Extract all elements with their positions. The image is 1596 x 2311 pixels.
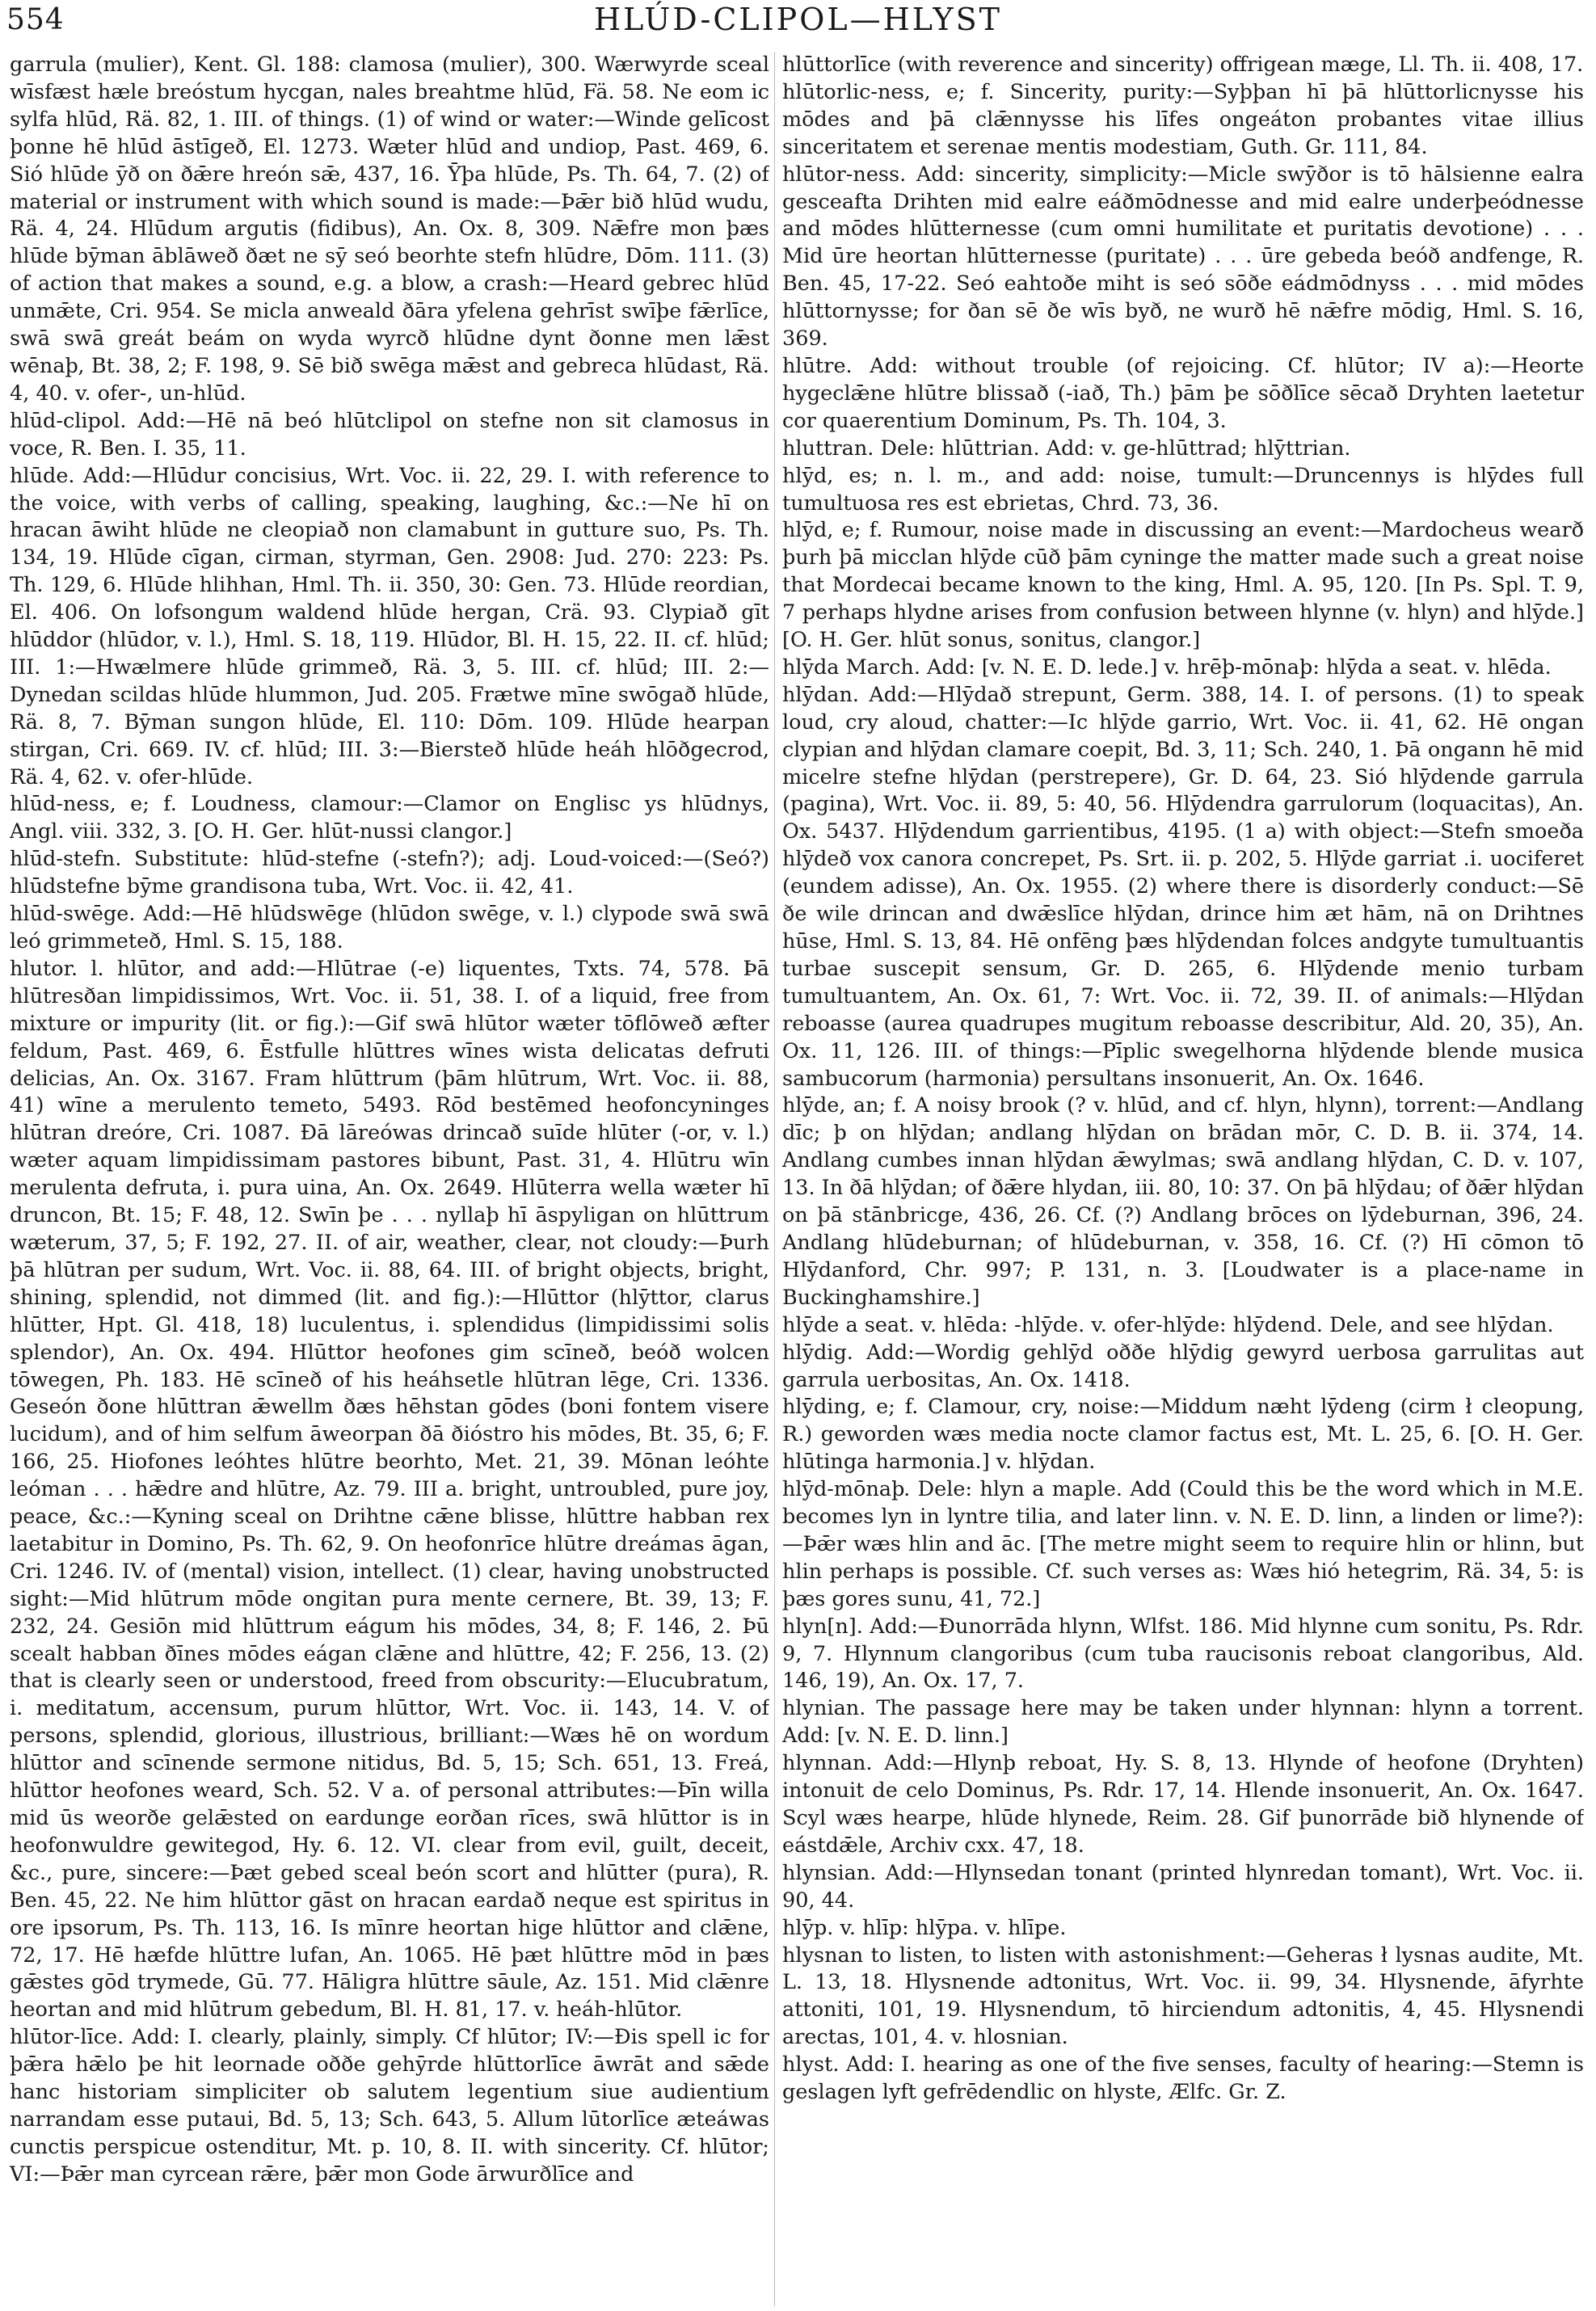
column-divider <box>774 52 775 2306</box>
entry: hlūde. Add:—Hlūdur concisius, Wrt. Voc. ii. 22, 29. I. with reference to the voice, with verbs of calling, speaking, laughing, &c.:—Ne hī on hracan āwiht hlūde ne cleopiað non clamabunt in gutture suo, Ps. Th. 134, 19. Hlūde cīgan, cirman, styrman, Gen. 2908: Jud. 270: 223: Ps. Th. 129, 6. Hlūde hlihhan, Hml. Th. ii. 350, 30: Gen. 73. Hlūde reordian, El. 406. On lofsongum waldend hlūde hergan, Crä. 93. Clypiað gīt hlūddor (hlūdor, v. l.), Hml. S. 18, 119. Hlūdor, Bl. H. 15, 22. II. cf. hlūd; III. 1:—Hwælmere hlūde grimmeð, Rä. 3, 5. III. cf. hlūd; III. 2:—Dynedan scildas hlūde hlummon, Jud. 205. Frætwe mīne swōgað hlūde, Rä. 8, 7. Bȳman sungon hlūde, El. 110: Dōm. 109. Hlūde hearpan stirgan, Cri. 669. IV. cf. hlūd; III. 3:—Biersteð hlūde heáh hlōðgecrod, Rä. 4, 62. v. ofer-hlūde. <box>10 463 769 789</box>
entry: hlȳde a seat. v. hlēda: -hlȳde. v. ofer-hlȳde: hlȳdend. Dele, and see hlȳdan. <box>782 1312 1554 1337</box>
entry: hlȳde, an; f. A noisy brook (? v. hlūd, and cf. hlyn, hlynn), torrent:—Andlang dīc; þ on hlȳdan; andlang hlȳdan on brādan mōr, C. D. B. ii. 374, 14. Andlang cumbes innan hlȳdan ǣwylmas; swā andlang hlȳdan, C. D. v. 107, 13. In ðā hlȳdan; of ðǣre hlydan, iii. 80, 10: 37. On þā hlȳdau; of ðǣr hlȳdan on þā stānbricge, 436, 26. Cf. (?) Andlang brōces on lȳdeburnan, 396, 24. Andlang hlūdeburnan; of hlūdeburnan, v. 358, 16. Cf. (?) Hī cōmon tō Hlȳdanford, Chr. 997; P. 131, n. 3. [Loudwater is a place-name in Buckinghamshire.] <box>782 1093 1584 1310</box>
entry: hlynnan. Add:—Hlynþ reboat, Hy. S. 8, 13. Hlynde of heofone (Dryhten) intonuit de celo Dominus, Ps. Rdr. 17, 14. Hlende insonuerit, An. Ox. 1647. Scyl wæs hearpe, hlūde hlynede, Reim. 28. Gif þunorrāde bið hlynende of eástdǣle, Archiv cxx. 47, 18. <box>782 1751 1584 1858</box>
left-column <box>10 52 769 2306</box>
entry: hlȳd-mōnaþ. Dele: hlyn a maple. Add (Could this be the word which in M.E. becomes lyn in lyntre tilia, and later linn. v. N. E. D. linn, a linden or lime?):—Þǣr wæs hlin and āc. [The metre might seem to require hlin or hlinn, but hlin perhaps is possible. Cf. such verses as: Wæs hió hetegrim, Rä. 34, 5: is þæs gores sunu, 41, 72.] <box>782 1477 1584 1611</box>
entry: hlūttorlīce (with reverence and sincerity) offrigean mæge, Ll. Th. ii. 408, 17. <box>782 53 1584 77</box>
entry: hlūtre. Add: without trouble (of rejoicing. Cf. hlūtor; IV a):—Heorte hygeclǣne hlūtre blissað (-iað, Th.) þām þe sōðlīce sēcað Dryhten laetetur cor quaerentium Dominum, Ps. Th. 104, 3. <box>782 353 1584 433</box>
right-column <box>782 52 1584 2306</box>
entry: hlūd-swēge. Add:—Hē hlūdswēge (hlūdon swēge, v. l.) clypode swā swā leó grimmeteð, Hml. S. 15, 188. <box>10 902 769 953</box>
entry: hlȳp. v. hlīp: hlȳpa. v. hlīpe. <box>782 1915 1067 1940</box>
entry: hlyst. Add: I. hearing as one of the five senses, faculty of hearing:—Stemn is geslagen lyft gefrēdendlic on hlyste, Ælfc. Gr. Z. <box>782 2052 1584 2105</box>
page-header <box>0 0 1596 48</box>
entry: hlȳding, e; f. Clamour, cry, noise:—Middum næht lȳdeng (cirm ł cleopung, R.) geworden wæs media nocte clamor factus est, Mt. L. 25, 6. [O. H. Ger. hlūtinga harmonia.] v. hlȳdan. <box>782 1395 1584 1475</box>
entry: hlūtor-ness. Add: sincerity, simplicity:—Micle swȳðor is tō hālsienne ealra gesceafta Drihten mid ealre eáðmōdnesse and mid ealre underþeódnesse and mōdes hlūtternesse (cum omni humilitate et puritatis devotione) . . . Mid ūre heortan hlūtternesse (puritate) . . . ūre gebeda beóð andfenge, R. Ben. 45, 17-22. Seó eahtoðe miht is seó sōðe eádmōdnyss . . . mid mōdes hlūttornysse; for ðan sē ðe wīs byð, ne wurð hē nǣfre mōdig, Hml. S. 16, 369. <box>782 162 1584 351</box>
entry: hlȳd, es; n. l. m., and add: noise, tumult:—Druncennys is hlȳdes full tumultuosa res est ebrietas, Chrd. 73, 36. <box>782 463 1584 516</box>
entry: hlūd-stefn. Substitute: hlūd-stefne (-stefn?); adj. Loud-voiced:—(Seó?) hlūdstefne bȳme grandisona tuba, Wrt. Voc. ii. 42, 41. <box>10 847 769 899</box>
page-number: 554 <box>6 3 65 36</box>
entry: hlūd-clipol. Add:—Hē nā beó hlūtclipol on stefne non sit clamosus in voce, R. Ben. I. 35, 11. <box>10 408 769 461</box>
entry: hluttran. Dele: hlūttrian. Add: v. ge-hlūttrad; hlȳttrian. <box>782 436 1351 461</box>
entry: hlȳd, e; f. Rumour, noise made in discussing an event:—Mardocheus wearð þurh þā micclan hlȳde cūð þām cyninge the matter made such a great noise that Mordecai became known to the king, Hml. A. 95, 120. [In Ps. Spl. T. 9, 7 perhaps hlydne arises from confusion between hlynne (v. hlyn) and hlȳde.] [O. H. Ger. hlūt sonus, sonitus, clangor.] <box>782 518 1584 653</box>
running-head: HLÚD-CLIPOL—HLYST <box>593 2 1002 37</box>
entry: hlutor. l. hlūtor, and add:—Hlūtrae (-e) liquentes, Txts. 74, 578. Þā hlūtresðan limpidissimos, Wrt. Voc. ii. 51, 38. I. of a liquid, free from mixture or impurity (lit. or fig.):—Gif swā hlūtor wæter tōflōweð æfter feldum, Past. 469, 6. Ēstfulle hlūttres wīnes wista delicatas defruti delicias, An. Ox. 3167. Fram hlūttrum (þām hlūtrum, Wrt. Voc. ii. 88, 41) wīne a merulento temeto, 5493. Rōd bestēmed heofoncyninges hlūtran dreóre, Cri. 1087. Ðā lāreówas drincað suīde hlūter (-or, v. l.) wæter aquam limpidissimam pastores bibunt, Past. 31, 4. Hlūtru wīn merulenta defruta, i. pura uina, An. Ox. 2649. Hlūterra wella wæter hī druncon, Bt. 15; F. 48, 12. Swīn þe . . . nyllaþ hī āspyligan on hlūttrum wæterum, 37, 5; F. 192, 27. II. of air, weather, clear, not cloudy:—Þurh þā hlūtran per sudum, Wrt. Voc. ii. 88, 64. III. of bright objects, bright, shining, splendid, not dimmed (lit. and fig.):—Hlūttor (hlȳttor, clarus hlūtter, Hpt. Gl. 418, 18) luculentus, i. splendidus (limpidissimi solis splendor), An. Ox. 494. Hlūttor heofones gim scīneð, beóð wolcen tōwegen, Ph. 183. Hē scīneð of his heáhsetle hlūtran lēge, Cri. 1336. Geseón ðone hlūttran ǣwellm ðæs hēhstan gōdes (boni fontem visere lucidum), and of him selfum āweorpan ðā ðióstro his mōdes, Bt. 35, 6; F. 166, 25. Hiofones leóhtes hlūtre beorhto, Met. 21, 39. Mōnan leóhte leóman . . . hǣdre and hlūtre, Az. 79. III a. bright, untroubled, pure joy, peace, &c.:—Kyning sceal on Drihtne cǣne blisse, hlūttre habban rex laetabitur in Domino, Ps. Th. 62, 9. On heofonrīce hlūtre dreámas āgan, Cri. 1246. IV. of (mental) vision, intellect. (1) clear, having unobstructed sight:—Mid hlūtrum mōde ongitan pura mente cernere, Bt. 39, 13; F. 232, 24. Gesiōn mid hlūttrum eágum his mōdes, 34, 8; F. 146, 2. Þū scealt habban ðīnes mōdes eágan clǣne and hlūttre, 42; F. 256, 13. (2) that is clearly seen or understood, freed from obscurity:—Elucubratum, i. meditatum, accensum, purum hlūttor, Wrt. Voc. ii. 143, 14. V. of persons, splendid, glorious, illustrious, brilliant:—Wæs hē on wordum hlūttor and scīnende sermone nitidus, Bd. 5, 15; Sch. 651, 13. Freá, hlūttor heofones weard, Sch. 52. V a. of personal attributes:—Þīn willa mid ūs weorðe gelǣsted on eardunge eorðan rīces, swā hlūttor is in heofonwuldre gewitegod, Hy. 6. 12. VI. clear from evil, guilt, deceit, &c., pure, sincere:—Þæt gebed sceal beón scort and hlūtter (pura), R. Ben. 45, 22. Ne him hlūttor gāst on hracan eardað neque est spiritus in ore ipsorum, Ps. Th. 113, 16. Is mīnre heortan hige hlūttor and clǣne, 72, 17. Hē hæfde hlūttre lufan, An. 1065. Hē þæt hlūttre mōd in þæs gǣstes gōd trymede, Gū. 77. Hāligra hlūttre sāule, Az. 151. Mid clǣnre heortan and mid hlūtrum gebedum, Bl. H. 81, 17. v. heáh-hlūtor. <box>10 956 769 2023</box>
entry: hlyn[n]. Add:—Ðunorrāda hlynn, Wlfst. 186. Mid hlynne cum sonitu, Ps. Rdr. 9, 7. Hlynnum clangoribus (cum tuba raucisonis reboat clangoribus, Ald. 146, 19), An. Ox. 17, 7. <box>782 1614 1584 1694</box>
entry: hlynsian. Add:—Hlynsedan tonant (printed hlynredan tomant), Wrt. Voc. ii. 90, 44. <box>782 1860 1584 1913</box>
entry: hlūtor-līce. Add: I. clearly, plainly, simply. Cf hlūtor; IV:—Ðis spell ic for þǣra hǣlo þe hit leornade oððe gehȳrde hlūttorlīce āwrāt and sǣde hanc historiam simpliciter ob salutem legentium siue audientium narrandam esse putaui, Bd. 5, 13; Sch. 643, 5. Allum lūtorlīce æteáwas cunctis perspicue ostenditur, Mt. p. 10, 8. II. with sincerity. Cf. hlūtor; VI:—Þǣr man cyrcean rǣre, þǣr mon Gode ārwurðlīce and <box>10 2025 769 2187</box>
entry: hlūtorlic-ness, e; f. Sincerity, purity:—Syþþan hī þā hlūttorlicnysse his mōdes and þā clǣnnysse his līfes ongeáton probantes vitae illius sinceritatem et serenae mentis modestiam, Guth. Gr. 111, 84. <box>782 79 1584 159</box>
entry: hlynian. The passage here may be taken under hlynnan: hlynn a torrent. Add: [v. N. E. D. linn.] <box>782 1696 1584 1749</box>
entry: hlȳdig. Add:—Wordig gehlȳd oððe hlȳdig gewyrd uerbosa garrulitas aut garrula uerbositas, An. Ox. 1418. <box>782 1340 1584 1392</box>
entry: garrula (mulier), Kent. Gl. 188: clamosa (mulier), 300. Wærwyrde sceal wīsfæst hæle breóstum hycgan, nales breahtme hlūd, Fä. 58. Ne eom ic sylfa hlūd, Rä. 82, 1. III. of things. (1) of wind or water:—Winde gelīcost þonne hē hlūd āstīgeð, El. 1273. Wæter hlūd and undiop, Past. 469, 6. Sió hlūde ȳð on ðǣre hreón sǣ, 437, 16. Ȳþa hlūde, Ps. Th. 64, 7. (2) of material or instrument with which sound is made:—Þǣr bið hlūd wudu, Rä. 4, 24. Hlūdum argutis (fidibus), An. Ox. 8, 309. Nǣfre mon þæs hlūde bȳman āblāweð ðæt ne sȳ seó beorhte stefn hlūdre, Dōm. 111. (3) of action that makes a sound, e.g. a blow, a crash:—Heard gebrec hlūd unmǣte, Cri. 954. Se micla anweald ðāra yfelena gehrīst swīþe fǣrlīce, swā swā greát beám on wyda wyrcð hlūdne dynt ðonne men lǣst wēnaþ, Bt. 38, 2; F. 198, 9. Sē bið swēga mǣst and gebreca hlūdast, Rä. 4, 40. v. ofer-, un-hlūd. <box>10 53 769 406</box>
entry: hlysnan to listen, to listen with astonishment:—Geheras ł lysnas audite, Mt. L. 13, 18. Hlysnende adtonitus, Wrt. Voc. ii. 99, 34. Hlysnende, āfyrhte attoniti, 101, 19. Hlysnendum, tō hirciendum adtonitis, 4, 45. Hlysnendi arectas, 101, 4. v. hlosnian. <box>782 1943 1584 2050</box>
entry: hlȳdan. Add:—Hlȳdað strepunt, Germ. 388, 14. I. of persons. (1) to speak loud, cry aloud, chatter:—Ic hlȳde garrio, Wrt. Voc. ii. 41, 62. Hē ongan clypian and hlȳdan clamare coepit, Bd. 3, 11; Sch. 240, 1. Þā ongann hē mid micelre stefne hlȳdan (perstrepere), Gr. D. 64, 23. Sió hlȳdende garrula (pagina), Wrt. Voc. ii. 89, 5: 40, 56. Hlȳdendra garrulorum (loquacitas), An. Ox. 5437. Hlȳdendum garrientibus, 4195. (1 a) with object:—Stefn smoeða hlȳdeð vox canora concrepet, Ps. Srt. ii. p. 202, 5. Hlȳde garriat .i. uociferet (eundem adisse), An. Ox. 1955. (2) where there is disorderly conduct:—Sē ðe wile drincan and dwǣslīce hlȳdan, drince him æt hām, nā on Drihtnes hūse, Hml. S. 13, 84. Hē onfēng þæs hlȳdendan folces andgyte tumultuantis turbae suscepit sensum, Gr. D. 265, 6. Hlȳdende menio turbam tumultuantem, An. Ox. 61, 7: Wrt. Voc. ii. 72, 39. II. of animals:—Hlȳdan reboasse (aurea quadrupes mugitum reboasse describitur, Ald. 20, 35), An. Ox. 11, 126. III. of things:—Pīplic swegelhorna hlȳdende blende musica sambucorum (harmonia) persultans insonuerit, An. Ox. 1646. <box>782 682 1584 1091</box>
entry: hlūd-ness, e; f. Loudness, clamour:—Clamor on Englisc ys hlūdnys, Angl. viii. 332, 3. [O. H. Ger. hlūt-nussi clangor.] <box>10 792 769 844</box>
entry: hlȳda March. Add: [v. N. E. D. lede.] v. hrēþ-mōnaþ: hlȳda a seat. v. hlēda. <box>782 655 1552 680</box>
